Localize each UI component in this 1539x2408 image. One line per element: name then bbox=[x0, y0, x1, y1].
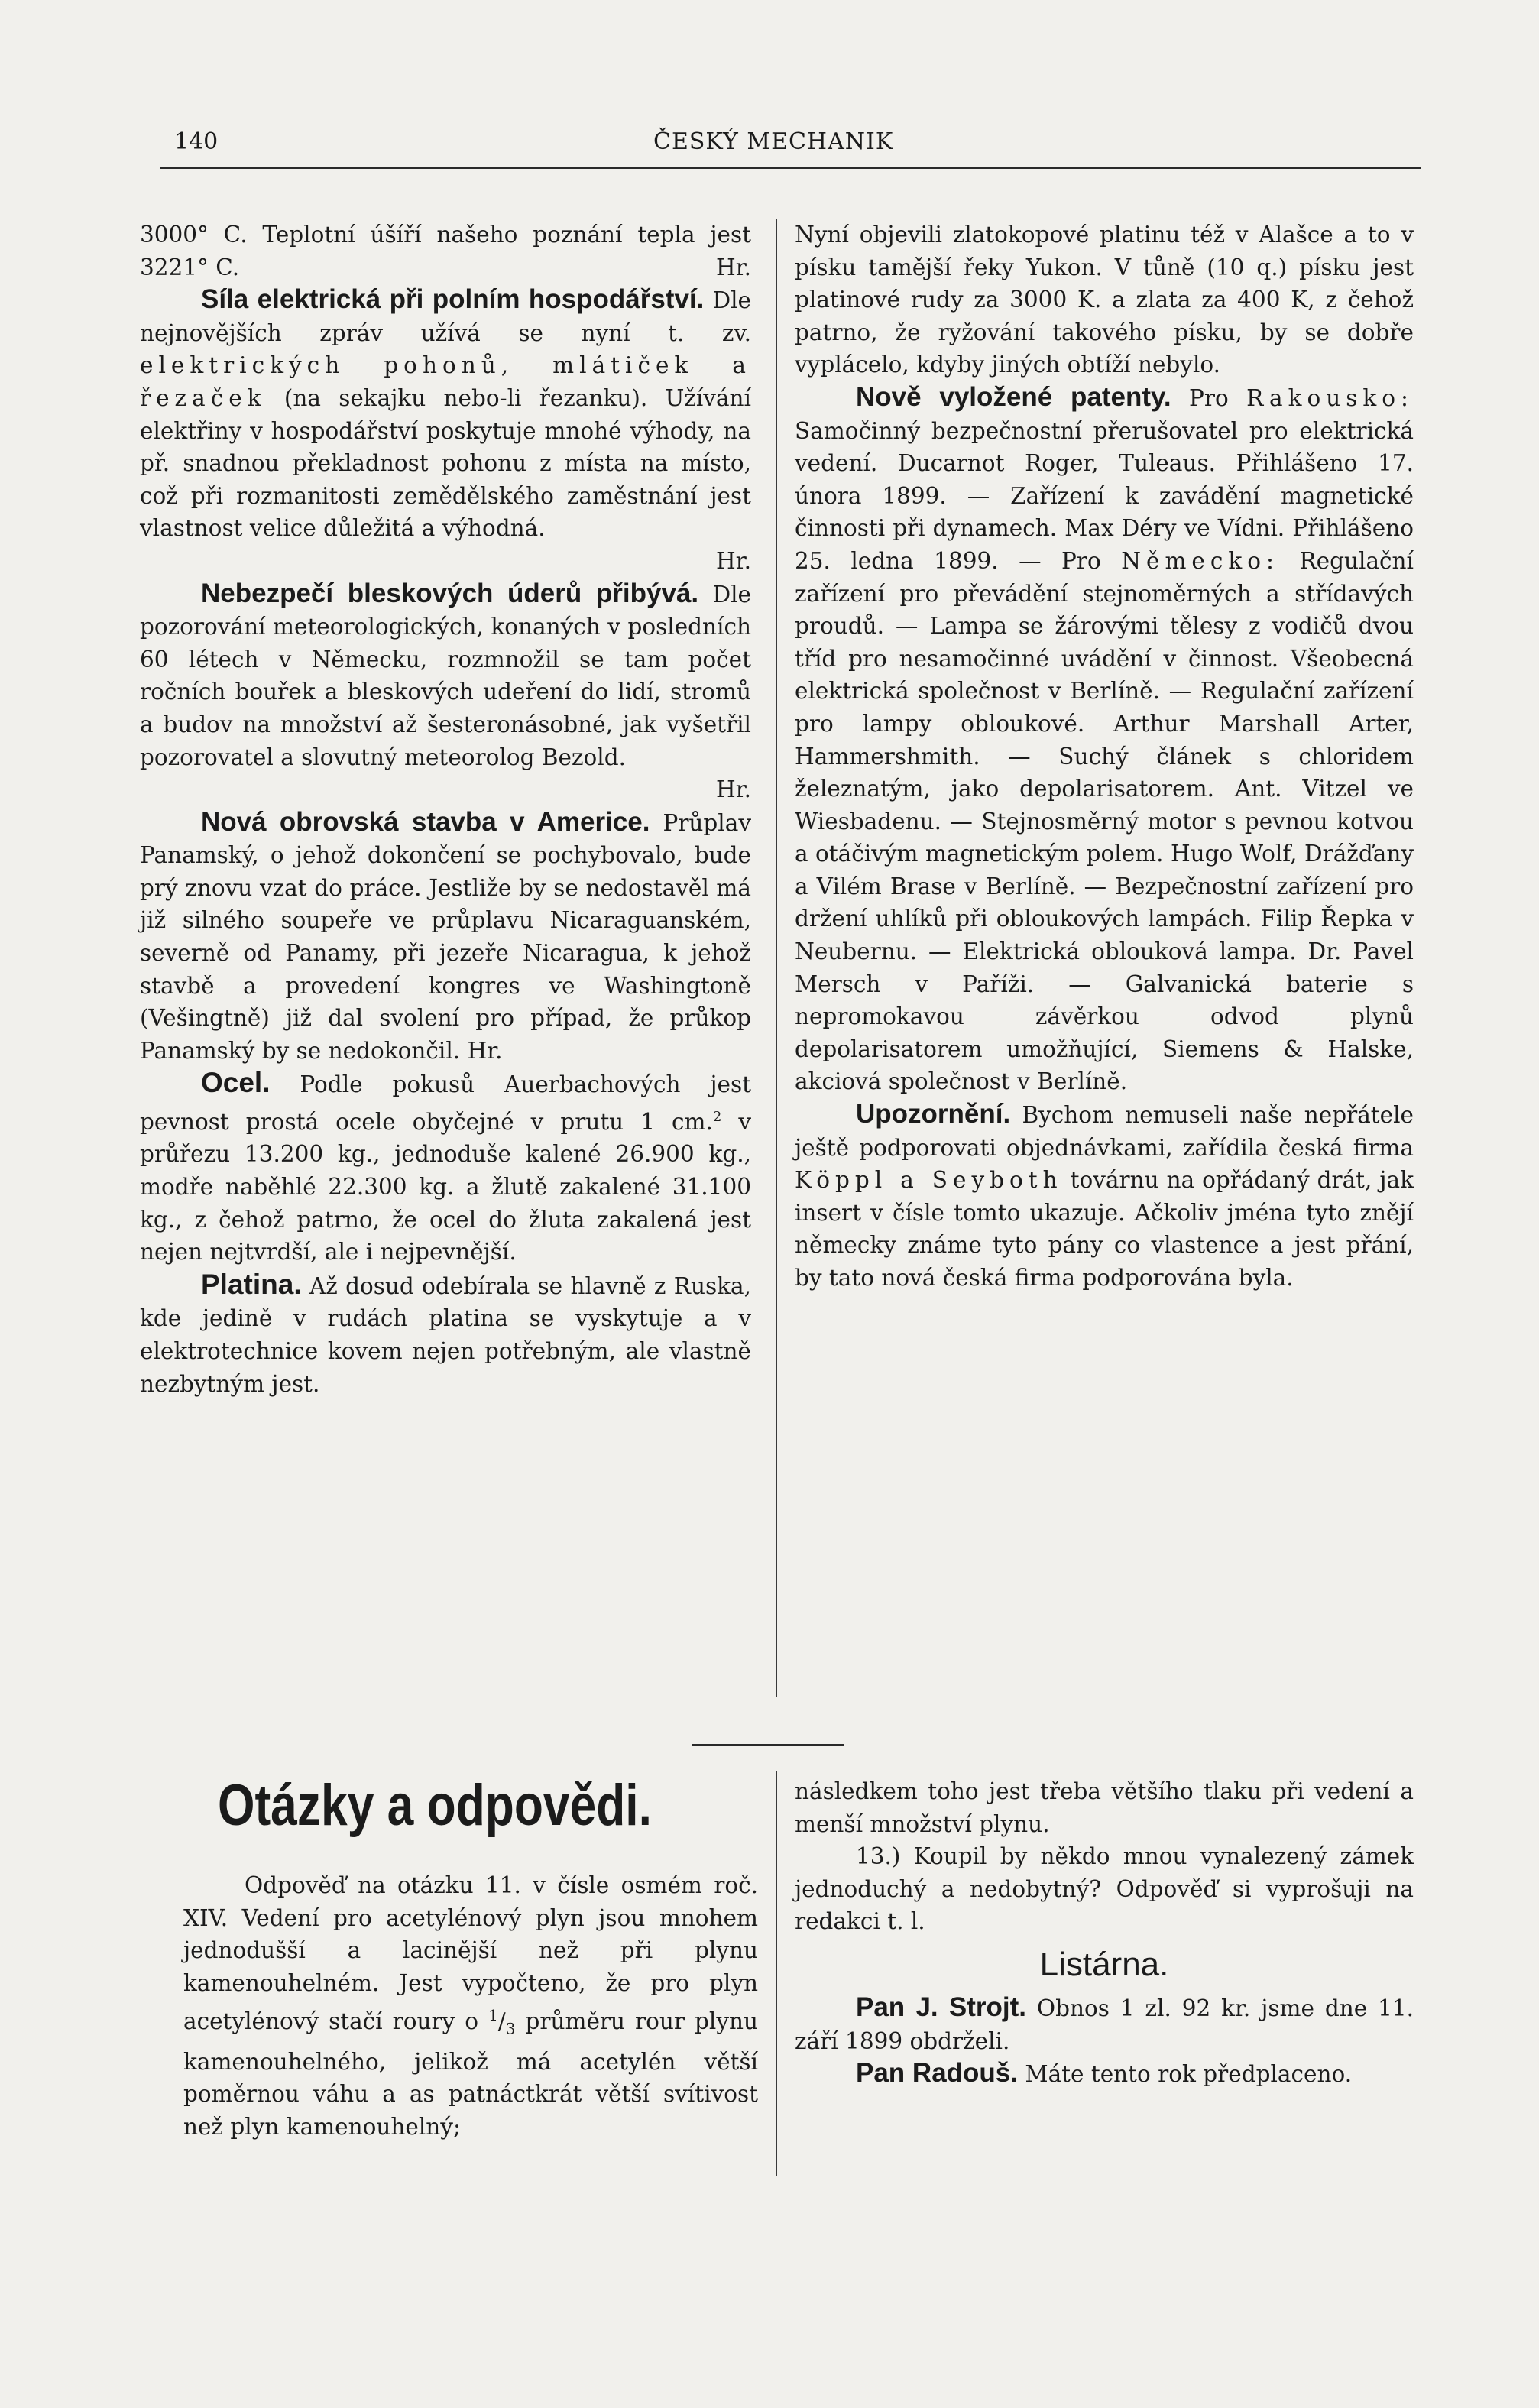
article-new-construction bbox=[140, 806, 751, 1068]
page-header bbox=[160, 128, 1421, 174]
fraction-denominator: 3 bbox=[505, 2020, 516, 2039]
section-divider bbox=[692, 1744, 844, 1746]
spaced-text: elektrických pohonů, mlátiček a řezaček bbox=[140, 352, 751, 411]
answer-continued: následkem toho jest třeba většího tlaku při vedení a menší množství plynu. bbox=[795, 1778, 1414, 1837]
article-heading: Upozornění. bbox=[856, 1099, 1011, 1129]
article-text: průměru rour plynu kamenouhelného, jelikož má acetylén větší poměrnou váhu a as patnáctkrát větší svítivost než plyn kamenouhelný; bbox=[183, 2008, 758, 2140]
article-text: Podle pokusů Auerbachových jest pevnost prostá ocele obyčejné v prutu 1 cm. bbox=[140, 1071, 751, 1135]
letter-heading: Pan J. Strojt. bbox=[856, 1992, 1026, 2022]
author-signature: Hr. bbox=[716, 776, 751, 803]
article-heading: Nová obrovská stavba v Americe. bbox=[201, 806, 650, 837]
article-patents bbox=[795, 381, 1414, 1098]
article-temperature bbox=[140, 219, 751, 284]
article-text: Až dosud odebírala se hlavně z Ruska, kde jedině v rudách platina se vyskytuje a v elektrotechnice kovem nejen potřebným, ale vlastně nezbytným jest. bbox=[140, 1272, 751, 1397]
author-signature: Hr. bbox=[716, 547, 751, 574]
letter-text: Máte tento rok předplaceno. bbox=[1025, 2061, 1353, 2088]
article-text: Dle pozorování meteorologických, konaných v posledních 60 létech v Německu, rozmnožil se tam počet ročních bouřek a bleskových udeření do lidí, stromů a budov na množství až šesteronásobné, jak vyšetřil pozorovatel a slovutný meteorolog Bezold. bbox=[140, 581, 751, 770]
spaced-text: Rakousko: bbox=[1246, 384, 1414, 411]
article-text: Bychom nemuseli naše nepřátele ještě podporovati objednávkami, zařídila česká firma bbox=[795, 1102, 1414, 1161]
answer-paragraph: Odpověď na otázku 11. v čísle osmém roč. XIV. Vedení pro acetylénový plyn jsou mnohem jednodušší a lacinější než při plynu kamenouhelném. Jest vypočteno, že pro plyn acetylénový stačí roury o $^1/_3$ průměru rour plynu kamenouhelného, jelikož má acetylén větší poměrnou váhu a as patnáctkrát větší svítivost než plyn kamenouhelný; bbox=[183, 1872, 758, 2140]
spaced-text: Köppl a Seyboth bbox=[795, 1167, 1063, 1194]
article-text: Průplav Panamský, o jehož dokončení se pochybovalo, bude prý znovu vzat do práce. Jestliže by se nedostavěl má již silného soupeře ve průplavu Nicaraguanském, severně od Panamy, při jezeře Nicaragua, k jehož stavbě a provedení kongres ve Washingtoně (Vešingtně) již dal svolení pro případ, že průkop Panamský by se nedokončil. Hr. bbox=[140, 809, 751, 1064]
article-heading: Síla elektrická při polním hospodářství. bbox=[201, 284, 705, 315]
page-number: 140 bbox=[174, 128, 219, 155]
letter-heading: Pan Radouš. bbox=[856, 2058, 1018, 2089]
header-rule-thick bbox=[160, 167, 1421, 169]
article-heading: Nově vyložené patenty. bbox=[856, 381, 1171, 412]
bottom-left-column bbox=[183, 1869, 758, 2143]
article-heading: Ocel. bbox=[201, 1067, 271, 1099]
article-text: 3000° C. Teplotní úšíří našeho poznání tepla jest 3221° C. bbox=[140, 222, 751, 280]
article-electric-power bbox=[140, 284, 751, 545]
article-notice bbox=[795, 1098, 1414, 1295]
bottom-right-column bbox=[795, 1775, 1414, 2091]
article-platinum bbox=[140, 1269, 751, 1400]
article-platinum-continued: Nyní objevili zlatokopové platinu též v Alašce a to v písku tamější řeky Yukon. V tůně (10 q.) písku jest platinové rudy za 3000 K. a zlata za 400 K, z čehož patrno, že ryžování takového písku, by se dobře vyplácelo, kdyby jiných obtíží nebylo. bbox=[795, 222, 1414, 378]
right-column bbox=[795, 219, 1414, 1295]
article-heading: Platina. bbox=[201, 1268, 302, 1300]
article-steel bbox=[140, 1067, 751, 1268]
article-text: v průřezu 13.200 kg., jednoduše kalené 26.900 kg., modře naběhlé 22.300 kg. a žlutě zakalené 31.100 kg., z čehož patrno, že ocel do žluta zakalená jest nejen nejtvrdší, ale i nejpevnější. bbox=[140, 1108, 751, 1266]
column-divider-bottom bbox=[776, 1771, 777, 2176]
article-text: Pro bbox=[1189, 384, 1229, 411]
letter-text: Obnos 1 zl. 92 kr. jsme dne 11. září 1899 obdrželi. bbox=[795, 1995, 1414, 2054]
running-title: ČESKÝ MECHANIK bbox=[653, 128, 894, 155]
article-lightning bbox=[140, 578, 751, 774]
article-text: továrnu na opřádaný drát, jak insert v čísle tomto ukazuje. Ačkoliv jména tyto znějí německy známe tyto pány co vlastence a jest přání, by tato nová česká firma podporována byla. bbox=[795, 1167, 1414, 1291]
letter-radous bbox=[795, 2057, 1414, 2091]
article-text: (na sekajku nebo-li řezanku). Užívání elektřiny v hospodářství poskytuje mnohé výhody, na př. snadnou překladnost pohonu z místa na místo, což při rozmanitosti zemědělského zaměstnání jest vlastnost velice důležitá a výhodná. bbox=[140, 384, 751, 542]
fraction-numerator: 1 bbox=[488, 2006, 498, 2025]
spaced-text: Německo: bbox=[1121, 547, 1279, 574]
left-column bbox=[140, 219, 751, 1400]
section-title: Otázky a odpovědi. bbox=[218, 1773, 652, 1838]
superscript: 2 bbox=[712, 1109, 722, 1126]
article-text: Regulační zařízení pro převádění stejnoměrných a střídavých proudů. — Lampa se žárovými tělesy z vodičů dvou tříd pro nesamočinné uvádění v činnost. Všeobecná elektrická společnost v Berlíně. — Regulační zařízení pro lampy obloukové. Arthur Marshall Arter, Hammershmith. — Suchý článek s chloridem železnatým, jako depolarisatorem. Ant. Vitzel ve Wiesbadenu. — Stejnosměrný motor s pevnou kotvou a otáčivým magnetickým polem. Hugo Wolf, Drážďany a Vilém Brase v Berlíně. — Bezpečnostní zařízení pro držení uhlíků při obloukových lampách. Filip Řepka v Neubernu. — Elektrická oblouková lampa. Dr. Pavel Mersch v Paříži. — Galvanická baterie s nepromokavou závěrkou odvod plynů depolarisatorem umožňující, Siemens & Halske, akciová společnost v Berlíně. bbox=[795, 547, 1414, 1095]
letter-strojt bbox=[795, 1992, 1414, 2057]
listarna-heading: Listárna. bbox=[1039, 1945, 1169, 1983]
question-13: 13.) Koupil by někdo mnou vynalezený zámek jednoduchý a nedobytný? Odpověď si vyprošuji na redakci t. l. bbox=[795, 1843, 1414, 1935]
article-heading: Nebezpečí bleskových úderů přibývá. bbox=[201, 578, 699, 608]
article-text: Odpověď na otázku 11. v čísle osmém roč. XIV. Vedení pro acetylénový plyn jsou mnohem jednodušší a lacinější než při plynu kamenouhelném. Jest vypočteno, že pro plyn acetylénový stačí roury o bbox=[183, 1872, 758, 2035]
author-signature: Hr. bbox=[716, 254, 751, 280]
article-text: Samočinný bezpečnostní přerušovatel pro elektrická vedení. Ducarnot Roger, Tuleaus. Přihlášeno 17. února 1899. — Zařízení k zavádění magnetické činnosti při dynamech. Max Déry ve Vídni. Přihlášeno 25. ledna 1899. — Pro bbox=[795, 417, 1414, 574]
column-divider bbox=[776, 219, 777, 1697]
article-text: Dle nejnovějších zpráv užívá se nyní t. zv. bbox=[140, 287, 751, 346]
